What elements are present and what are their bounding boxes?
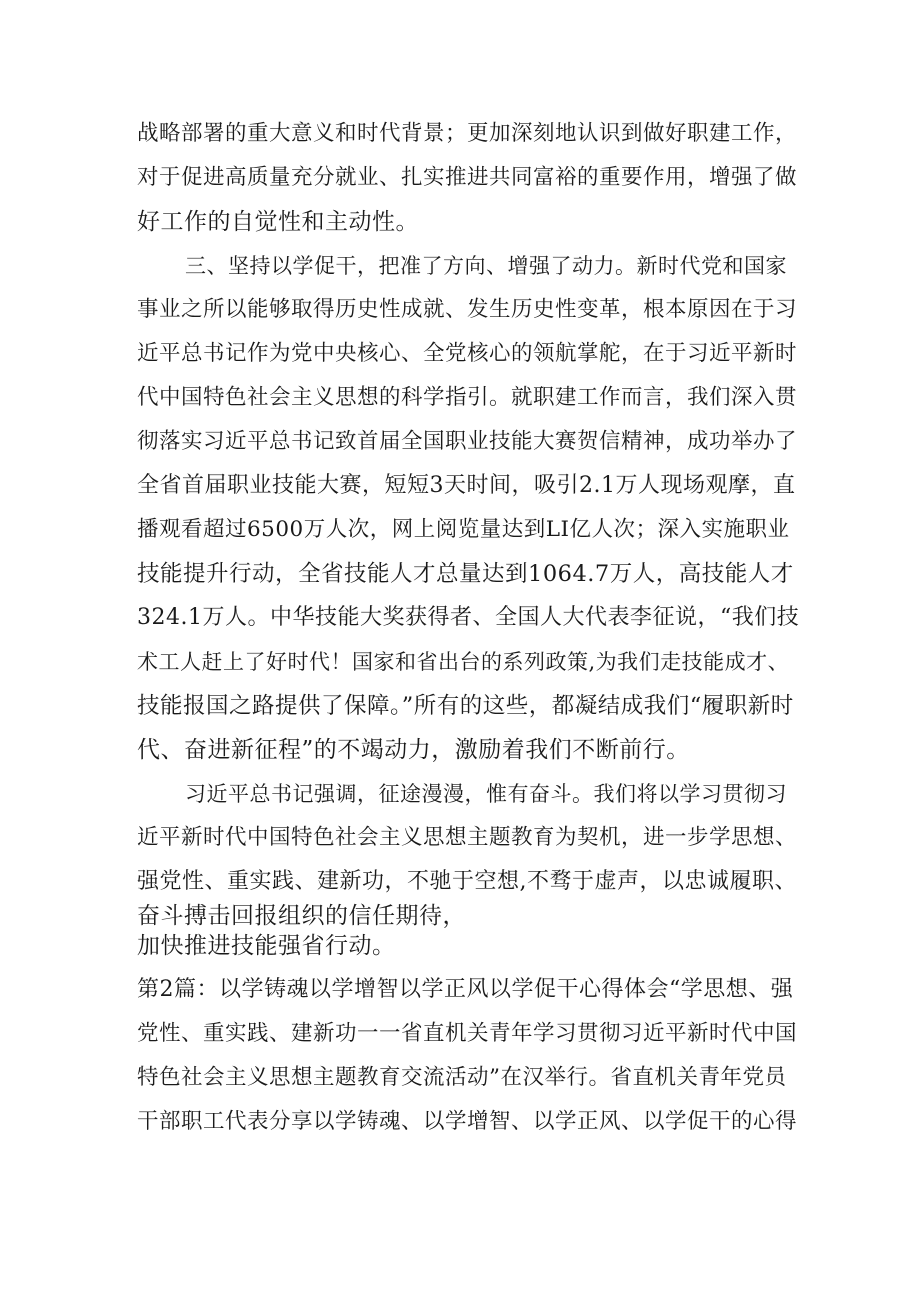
text-line: 324.1万人。中华技能大奖获得者、全国人大代表李征说，“我们技 xyxy=(137,605,800,630)
text-line: 对于促进高质量充分就业、扎实推进共同富裕的重要作用，增强了做 xyxy=(137,165,798,190)
text-line: 强党性、重实践、建新功，不驰于空想,不骛于虚声，以忠诚履职、 xyxy=(137,869,797,894)
text-line: 彻落实习近平总书记致首届全国职业技能大赛贺信精神，成功举办了 xyxy=(137,429,798,454)
section-heading-line: 第2篇：以学铸魂以学增智以学正风以学促干心得体会“学思想、强 xyxy=(137,977,794,1002)
text-line: 党性、重实践、建新功一一省直机关青年学习贯彻习近平新时代中国 xyxy=(137,1021,798,1046)
text-line: 全省首届职业技能大赛，短短3天时间，吸引2.1万人现场观摩，直 xyxy=(137,473,796,498)
text-line: 技能提升行动，全省技能人才总量达到1064.7万人，高技能人才 xyxy=(137,561,794,587)
text-line: 战略部署的重大意义和时代背景；更加深刻地认识到做好职建工作， xyxy=(137,121,798,146)
paragraph-start-line: 习近平总书记强调，征途漫漫，惟有奋斗。我们将以学习贯彻习 xyxy=(185,782,787,806)
text-line: 代、奋进新征程”的不竭动力，激励着我们不断前行。 xyxy=(137,737,690,763)
text-line: 加快推进技能强省行动。 xyxy=(137,933,396,959)
text-line: 近平新时代中国特色社会主义思想主题教育为契机，进一步学思想、 xyxy=(137,825,798,850)
text-line: 事业之所以能够取得历史性成就、发生历史性变革，根本原因在于习 xyxy=(137,297,798,322)
text-line: 好工作的自觉性和主动性。 xyxy=(137,209,419,235)
text-line: 近平总书记作为党中央核心、全党核心的领航掌舵，在于习近平新时 xyxy=(137,341,798,366)
text-line: 干部职工代表分享以学铸魂、以学增智、以学正风、以学促干的心得 xyxy=(137,1109,798,1134)
text-line: 技能报国之路提供了保障。”所有的这些，都凝结成我们“履职新时 xyxy=(137,693,794,719)
text-line: 代中国特色社会主义思想的科学指引。就职建工作而言，我们深入贯 xyxy=(137,385,798,410)
text-line: 特色社会主义思想主题教育交流活动”在汉举行。省直机关青年党员 xyxy=(137,1065,787,1090)
text-line: 播观看超过6500万人次，网上阅览量达到LI亿人次；深入实施职业 xyxy=(137,517,790,542)
paragraph-start-line: 三、坚持以学促干，把准了方向、增强了动力。新时代党和国家 xyxy=(185,254,787,278)
text-line: 术工人赶上了好时代！国家和省出台的系列政策,为我们走技能成才、 xyxy=(137,650,790,674)
text-line: 奋斗搏击回报组织的信任期待， xyxy=(137,903,466,929)
